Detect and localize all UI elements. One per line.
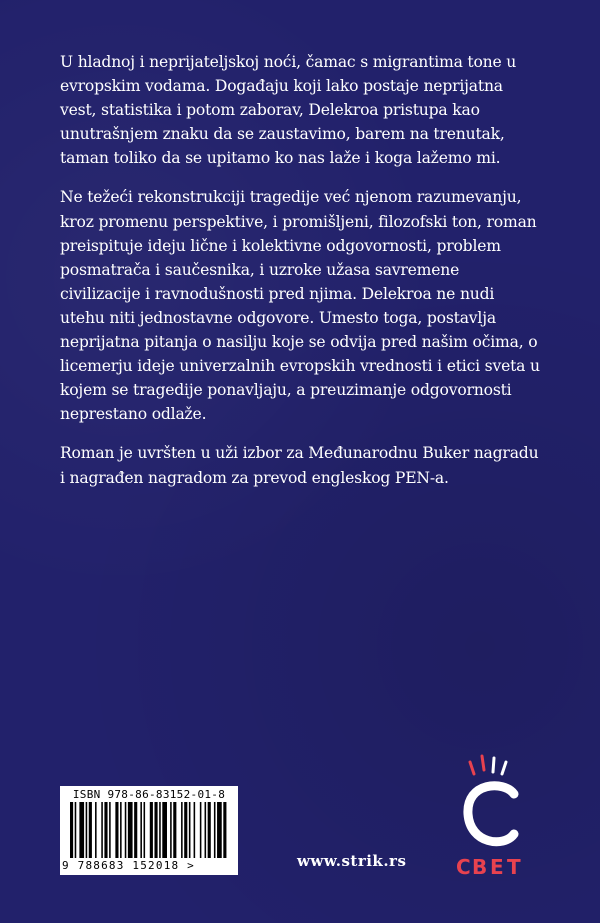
- blurb-paragraph-3: Roman je uvršten u uži izbor za Međunarodnu Buker nagradu i nagrađen nagradom za prevod engleskog PEN-a.: [60, 444, 539, 487]
- publisher-website: www.strik.rs: [297, 852, 407, 870]
- barcode: [70, 802, 228, 858]
- barcode-digits: 9 788683 152018 >: [62, 859, 195, 872]
- isbn-barcode-box: [60, 786, 238, 875]
- logo-letter-c: C: [456, 855, 471, 879]
- logo-letter-b: B: [472, 855, 488, 879]
- blurb-paragraph-2: Ne težeći rekonstrukciji tragedije već njenom razumevanju, kroz promenu perspektive, i promišljeni, filozofski ton, roman preispituje ideju lične i kolektivne odgovornosti, problem posmatrača i saučesnika, i uzroke užasa savremene civilizacije i ravnodušnosti pred njima. Delekroa ne nudi utehu niti jednostavne odgovore. Umesto toga, postavlja neprijatna pitanja o nasilju koje se odvija pred našim očima, o licemerju ideje univerzalnih evropskih vrednosti i etici sveta u kojem se tragedije ponavljaju, a preuzimanje odgovornosti neprestano odlaže.: [60, 188, 540, 424]
- logo-letter-t: T: [507, 855, 521, 879]
- blurb-text: [60, 50, 540, 505]
- logo-letter-e: E: [490, 855, 504, 879]
- publisher-logo-icon: [452, 752, 534, 880]
- blurb-paragraph-1: U hladnoj i neprijateljskoj noći, čamac s migrantima tone u evropskim vodama. Događaju koji lako postaje neprijatna vest, statistika i potom zaborav, Delekroa pristupa kao unutrašnjem znaku da se zaustavimo, barem na trenutak, taman toliko da se upitamo ko nas laže i koga lažemo mi.: [60, 53, 517, 168]
- isbn-label: ISBN 978-86-83152-01-8: [72, 788, 226, 801]
